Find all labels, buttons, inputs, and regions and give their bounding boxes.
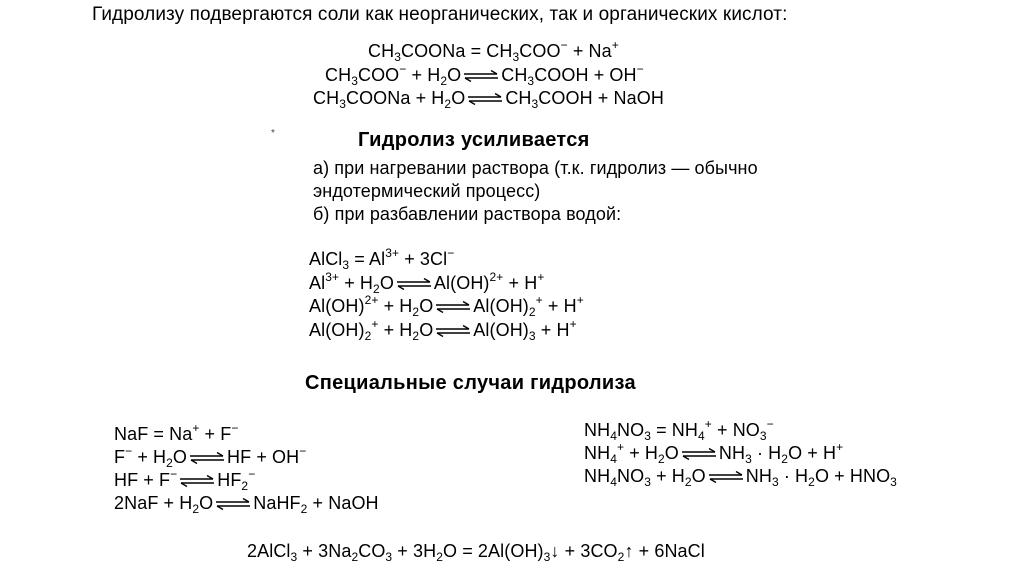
superscript: +: [537, 270, 545, 284]
formula-text: NO: [616, 466, 645, 486]
equilibrium-arrow-icon: [179, 475, 215, 487]
formula-text: + H: [624, 443, 659, 463]
subscript: 2: [436, 550, 444, 564]
subscript: 3: [745, 452, 752, 466]
superscript: +: [616, 440, 625, 454]
formula-text: CH: [325, 65, 352, 85]
superscript: +: [576, 293, 584, 307]
subscript: 2: [808, 475, 815, 489]
formula-text: O: [691, 466, 706, 486]
equation-naf-3: [114, 469, 255, 491]
equation-acetate-1: [368, 40, 619, 62]
formula-text: ↑ + 6NaCl: [624, 541, 705, 561]
formula-text: O: [379, 273, 394, 293]
formula-text: O: [664, 443, 679, 463]
equilibrium-arrow-icon: [396, 278, 432, 290]
subscript: 2: [192, 502, 200, 516]
formula-text: COONa + H: [345, 88, 445, 108]
subscript: 3: [339, 97, 346, 111]
formula-text: = Al: [349, 249, 386, 269]
subscript: 2: [300, 502, 308, 516]
equation-alcl3-2: [309, 272, 544, 294]
formula-text: + H: [132, 447, 167, 467]
formula-text: + H: [378, 296, 413, 316]
formula-text: COONa = CH: [400, 41, 513, 61]
equation-acetate-2: [325, 64, 644, 86]
superscript: 2+: [489, 270, 504, 284]
superscript: −: [231, 421, 239, 435]
formula-text: + 3Cl: [399, 249, 448, 269]
equilibrium-arrow-icon: [681, 448, 717, 460]
formula-text: NaHF: [253, 493, 301, 513]
formula-text: · H: [751, 443, 782, 463]
subscript: 3: [528, 329, 536, 343]
formula-text: Al(OH): [433, 273, 490, 293]
subscript: 4: [697, 429, 705, 443]
formula-text: F: [114, 447, 126, 467]
formula-text: O: [451, 88, 466, 108]
superscript: −: [170, 467, 178, 481]
formula-text: CH: [368, 41, 395, 61]
subscript: 2: [351, 550, 359, 564]
condition-a-line-2: эндотермический процесс): [313, 181, 541, 201]
superscript: +: [611, 38, 619, 52]
formula-text: NH: [584, 443, 611, 463]
formula-text: 2AlCl: [247, 541, 291, 561]
superscript: −: [636, 62, 644, 76]
equation-alcl3-3: [309, 295, 584, 317]
subscript: 3: [759, 429, 767, 443]
formula-text: CH: [505, 88, 532, 108]
subscript: 2: [412, 329, 420, 343]
formula-text: AlCl: [309, 249, 343, 269]
superscript: −: [560, 38, 568, 52]
formula-text: + H: [542, 296, 577, 316]
subscript: 2: [781, 452, 789, 466]
subscript: 2: [373, 282, 380, 296]
formula-text: ↓ + 3CO: [550, 541, 618, 561]
formula-text: CH: [313, 88, 340, 108]
subscript: 3: [890, 475, 897, 489]
equilibrium-arrow-icon: [215, 498, 251, 510]
subscript: 2: [412, 305, 420, 319]
equilibrium-arrow-icon: [435, 301, 471, 313]
formula-text: + 3H: [392, 541, 437, 561]
formula-text: HF + OH: [227, 447, 300, 467]
superscript: +: [371, 317, 379, 331]
formula-text: 2NaF + H: [114, 493, 193, 513]
section-heading-hydrolysis-increases: Гидролиз усиливается: [358, 129, 590, 151]
superscript: +: [535, 293, 543, 307]
subscript: 2: [241, 479, 249, 493]
subscript: 4: [610, 429, 617, 443]
formula-text: + 3Na: [297, 541, 352, 561]
formula-text: + H: [339, 273, 374, 293]
formula-text: NH: [584, 466, 611, 486]
subscript: 3: [531, 97, 539, 111]
subscript: 3: [644, 429, 651, 443]
stray-mark-icon: *: [271, 128, 275, 139]
subscript: 2: [684, 475, 692, 489]
superscript: 2+: [364, 293, 379, 307]
subscript: 3: [644, 475, 651, 489]
superscript: −: [447, 246, 455, 260]
formula-text: O: [199, 493, 214, 513]
superscript: +: [836, 440, 844, 454]
equation-alcl3-na2co3: [247, 540, 705, 562]
formula-text: O: [172, 447, 188, 467]
formula-text: NaF = Na: [114, 424, 193, 444]
formula-text: HF + F: [114, 470, 171, 490]
formula-text: = NH: [650, 420, 698, 440]
formula-text: + H: [650, 466, 685, 486]
superscript: −: [248, 467, 256, 481]
formula-text: Al(OH): [473, 320, 529, 340]
formula-text: Al(OH): [473, 296, 529, 316]
formula-text: COOH + NaOH: [538, 88, 664, 108]
subscript: 3: [385, 550, 393, 564]
subscript: 3: [290, 550, 298, 564]
formula-text: O: [447, 65, 462, 85]
subscript: 4: [610, 452, 617, 466]
formula-text: NH: [584, 420, 611, 440]
subscript: 3: [342, 258, 350, 272]
superscript: 3+: [325, 270, 340, 284]
equation-nh4no3-1: [584, 419, 774, 441]
equation-naf-1: [114, 423, 238, 445]
superscript: +: [192, 421, 200, 435]
equation-alcl3-4: [309, 319, 577, 341]
formula-text: HF: [217, 470, 242, 490]
subscript: 2: [528, 305, 536, 319]
equilibrium-arrow-icon: [435, 325, 471, 337]
subscript: 2: [617, 550, 625, 564]
formula-text: COOH + OH: [534, 65, 637, 85]
subscript: 3: [351, 74, 358, 88]
subscript: 3: [543, 550, 551, 564]
equation-acetate-3: [313, 87, 664, 109]
formula-text: + NaOH: [307, 493, 379, 513]
equation-naf-4: [114, 492, 379, 514]
formula-text: O + H: [788, 443, 837, 463]
formula-text: + F: [199, 424, 232, 444]
formula-text: O: [419, 296, 434, 316]
formula-text: Al(OH): [309, 320, 365, 340]
superscript: −: [299, 444, 307, 458]
formula-text: + Na: [567, 41, 612, 61]
formula-text: NH: [745, 466, 772, 486]
formula-text: + H: [378, 320, 413, 340]
subscript: 3: [394, 50, 401, 64]
formula-text: COO: [357, 65, 400, 85]
formula-text: Al: [309, 273, 326, 293]
subscript: 3: [527, 74, 535, 88]
subscript: 3: [512, 50, 520, 64]
subscript: 2: [166, 456, 173, 470]
section-heading-special-cases: Специальные случаи гидролиза: [305, 372, 636, 394]
formula-text: O = 2Al(OH): [443, 541, 544, 561]
formula-text: + H: [406, 65, 441, 85]
intro-text: Гидролизу подвергаются соли как неорганических, так и органических кислот:: [92, 4, 788, 25]
formula-text: O + HNO: [814, 466, 891, 486]
formula-text: CO: [358, 541, 386, 561]
superscript: +: [704, 417, 712, 431]
superscript: −: [125, 444, 133, 458]
formula-text: + NO: [711, 420, 760, 440]
equation-alcl3-1: [309, 248, 454, 270]
subscript: 2: [658, 452, 665, 466]
subscript: 3: [771, 475, 779, 489]
equilibrium-arrow-icon: [467, 93, 503, 105]
formula-text: NO: [616, 420, 645, 440]
formula-text: Al(OH): [309, 296, 365, 316]
formula-text: + H: [503, 273, 538, 293]
subscript: 4: [610, 475, 617, 489]
equilibrium-arrow-icon: [708, 471, 744, 483]
equilibrium-arrow-icon: [463, 70, 499, 82]
formula-text: + H: [535, 320, 570, 340]
superscript: −: [766, 417, 774, 431]
formula-text: CH: [501, 65, 528, 85]
equation-nh4no3-2: [584, 442, 843, 464]
formula-text: · H: [778, 466, 809, 486]
condition-b: б) при разбавлении раствора водой:: [313, 204, 622, 224]
equilibrium-arrow-icon: [189, 452, 225, 464]
formula-text: COO: [519, 41, 561, 61]
equation-naf-2: [114, 446, 306, 468]
formula-text: NH: [718, 443, 746, 463]
equation-nh4no3-3: [584, 465, 897, 487]
subscript: 2: [440, 74, 448, 88]
subscript: 2: [444, 97, 452, 111]
superscript: +: [569, 317, 577, 331]
subscript: 2: [364, 329, 372, 343]
formula-text: O: [419, 320, 434, 340]
condition-a-line-1: а) при нагревании раствора (т.к. гидролиз — обычно: [313, 158, 758, 178]
superscript: −: [399, 62, 407, 76]
superscript: 3+: [385, 246, 400, 260]
